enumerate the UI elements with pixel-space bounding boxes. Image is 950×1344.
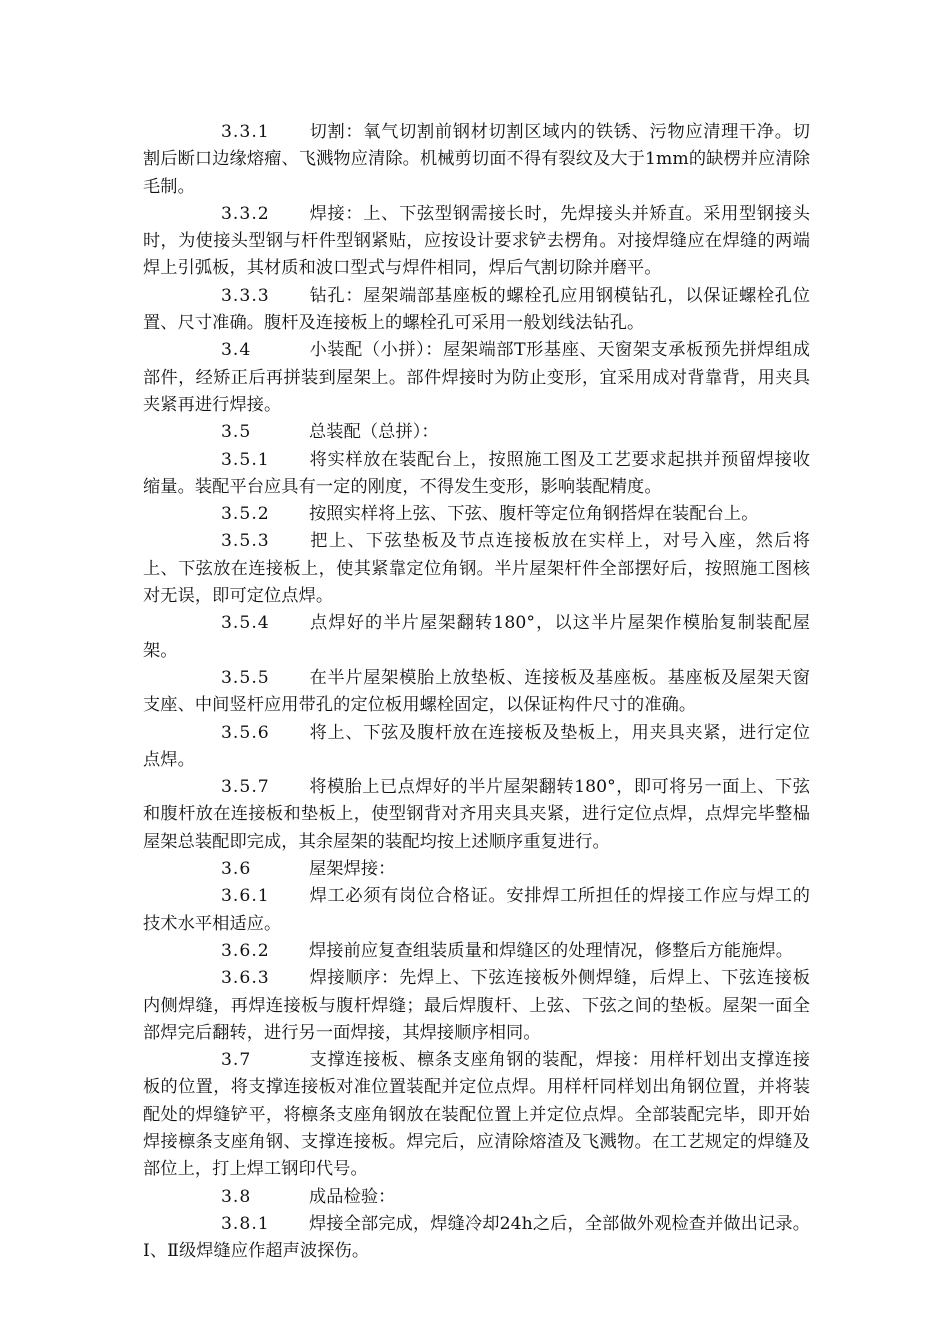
paragraph-text: 将上、下弦及腹杆放在连接板及垫板上，用夹具夹紧，进行定位点焊。 xyxy=(143,722,810,770)
paragraph-text: 成品检验： xyxy=(309,1186,396,1207)
paragraph-text: 在半片屋架模胎上放垫板、连接板及基座板。基座板及屋架天窗支座、中间竖杆应用带孔的定位板用螺栓固定，以保证构件尺寸的准确。 xyxy=(143,667,810,716)
section-number: 3.6 xyxy=(221,859,252,880)
section-number: 3.4 xyxy=(221,340,252,361)
paragraph xyxy=(143,965,810,1047)
paragraph-text: 支撑连接板、檩条支座角钢的装配，焊接：用样杆划出支撑连接板的位置，将支撑连接板对准位置装配并定位点焊。用样杆同样划出角钢位置，并将装配处的焊缝铲平，将檩条支座角钢放在装配位置上并定位点焊。全部装配完毕，即开始焊接檩条支座角钢、支撑连接板。焊完后，应清除熔渣及飞溅物。在工艺规定的焊缝及部位上，打上焊工钢印代号。 xyxy=(143,1050,810,1180)
paragraph xyxy=(143,283,810,338)
paragraph-text: 焊接顺序：先焊上、下弦连接板外侧焊缝，后焊上、下弦连接板内侧焊缝，再焊连接板与腹杆焊缝；最后焊腹杆、上弦、下弦之间的垫板。屋架一面全部焊完后翻转，进行另一面焊接，其焊接顺序相同。 xyxy=(143,968,810,1043)
paragraph-text: 钻孔：屋架端部基座板的螺栓孔应用钢模钻孔，以保证螺栓孔位置、尺寸准确。腹杆及连接板上的螺栓孔可采用一般划线法钻孔。 xyxy=(143,285,810,334)
document-body xyxy=(143,119,810,1265)
section-number: 3.6.1 xyxy=(221,886,270,907)
paragraph xyxy=(143,419,810,446)
paragraph xyxy=(143,938,810,965)
paragraph-text: 小装配（小拼）：屋架端部T形基座、天窗架支承板预先拼焊组成部件，经矫正后再拼装到屋架上。部件焊接时为防止变形，宜采用成对背靠背，用夹具夹紧再进行焊接。 xyxy=(143,340,810,415)
paragraph xyxy=(143,1211,810,1266)
section-number: 3.8.1 xyxy=(221,1213,270,1234)
section-number: 3.3.2 xyxy=(221,203,270,224)
paragraph-text: 将模胎上已点焊好的半片屋架翻转180°，即可将另一面上、下弦和腹杆放在连接板和垫板上，使型钢背对齐用夹具夹紧，进行定位点焊，点焊完毕整榀屋架总装配即完成，其余屋架的装配均按上述顺序重复进行。 xyxy=(143,777,810,852)
paragraph xyxy=(143,720,810,775)
paragraph-text: 总装配（总拼）： xyxy=(309,422,439,443)
paragraph-text: 按照实样将上弦、下弦、腹杆等定位角钢搭焊在装配台上。 xyxy=(309,504,759,525)
section-number: 3.5.1 xyxy=(221,449,270,470)
section-number: 3.6.2 xyxy=(221,940,270,961)
section-number: 3.5.4 xyxy=(221,613,270,634)
section-number: 3.5 xyxy=(221,422,252,443)
paragraph xyxy=(143,774,810,856)
paragraph xyxy=(143,447,810,502)
section-number: 3.8 xyxy=(221,1186,252,1207)
paragraph xyxy=(143,528,810,610)
paragraph-text: 把上、下弦垫板及节点连接板放在实样上，对号入座，然后将上、下弦放在连接板上，使其紧靠定位角钢。半片屋架杆件全部摆好后，按照施工图核对无误，即可定位点焊。 xyxy=(143,531,810,607)
section-number: 3.5.6 xyxy=(221,722,270,743)
paragraph xyxy=(143,610,810,665)
paragraph xyxy=(143,337,810,419)
section-number: 3.5.2 xyxy=(221,504,270,525)
section-number: 3.3.1 xyxy=(221,122,270,142)
paragraph xyxy=(143,665,810,720)
paragraph-text: 切割：氧气切割前钢材切割区域内的铁锈、污物应清理干净。切割后断口边缘熔瘤、飞溅物应清除。机械剪切面不得有裂纹及大于1mm的缺楞并应清除毛制。 xyxy=(143,122,810,197)
paragraph xyxy=(143,1184,810,1211)
paragraph xyxy=(143,1047,810,1183)
section-number: 3.5.7 xyxy=(221,777,270,798)
paragraph xyxy=(143,856,810,883)
paragraph xyxy=(143,119,810,201)
section-number: 3.3.3 xyxy=(221,285,270,306)
paragraph-text: 将实样放在装配台上，按照施工图及工艺要求起拱并预留焊接收缩量。装配平台应具有一定的刚度，不得发生变形，影响装配精度。 xyxy=(143,449,810,497)
section-number: 3.5.3 xyxy=(221,531,270,552)
section-number: 3.6.3 xyxy=(221,968,270,989)
paragraph-text: 焊接前应复查组装质量和焊缝区的处理情况，修整后方能施焊。 xyxy=(309,940,794,961)
paragraph xyxy=(143,501,810,528)
paragraph-text: 焊接全部完成，焊缝冷却24h之后，全部做外观检查并做出记录。Ⅰ、Ⅱ级焊缝应作超声波探伤。 xyxy=(143,1213,810,1262)
paragraph xyxy=(143,201,810,283)
paragraph-text: 点焊好的半片屋架翻转180°，以这半片屋架作模胎复制装配屋架。 xyxy=(143,613,810,661)
section-number: 3.7 xyxy=(221,1050,252,1071)
paragraph xyxy=(143,883,810,938)
paragraph-text: 焊接：上、下弦型钢需接长时，先焊接头并矫直。采用型钢接头时，为使接头型钢与杆件型钢紧贴，应按设计要求铲去楞角。对接焊缝应在焊缝的两端焊上引弧板，其材质和波口型式与焊件相同，焊后气割切除并磨平。 xyxy=(143,203,810,279)
paragraph-text: 焊工必须有岗位合格证。安排焊工所担任的焊接工作应与焊工的技术水平相适应。 xyxy=(143,886,810,934)
paragraph-text: 屋架焊接： xyxy=(309,859,396,880)
section-number: 3.5.5 xyxy=(221,667,270,688)
